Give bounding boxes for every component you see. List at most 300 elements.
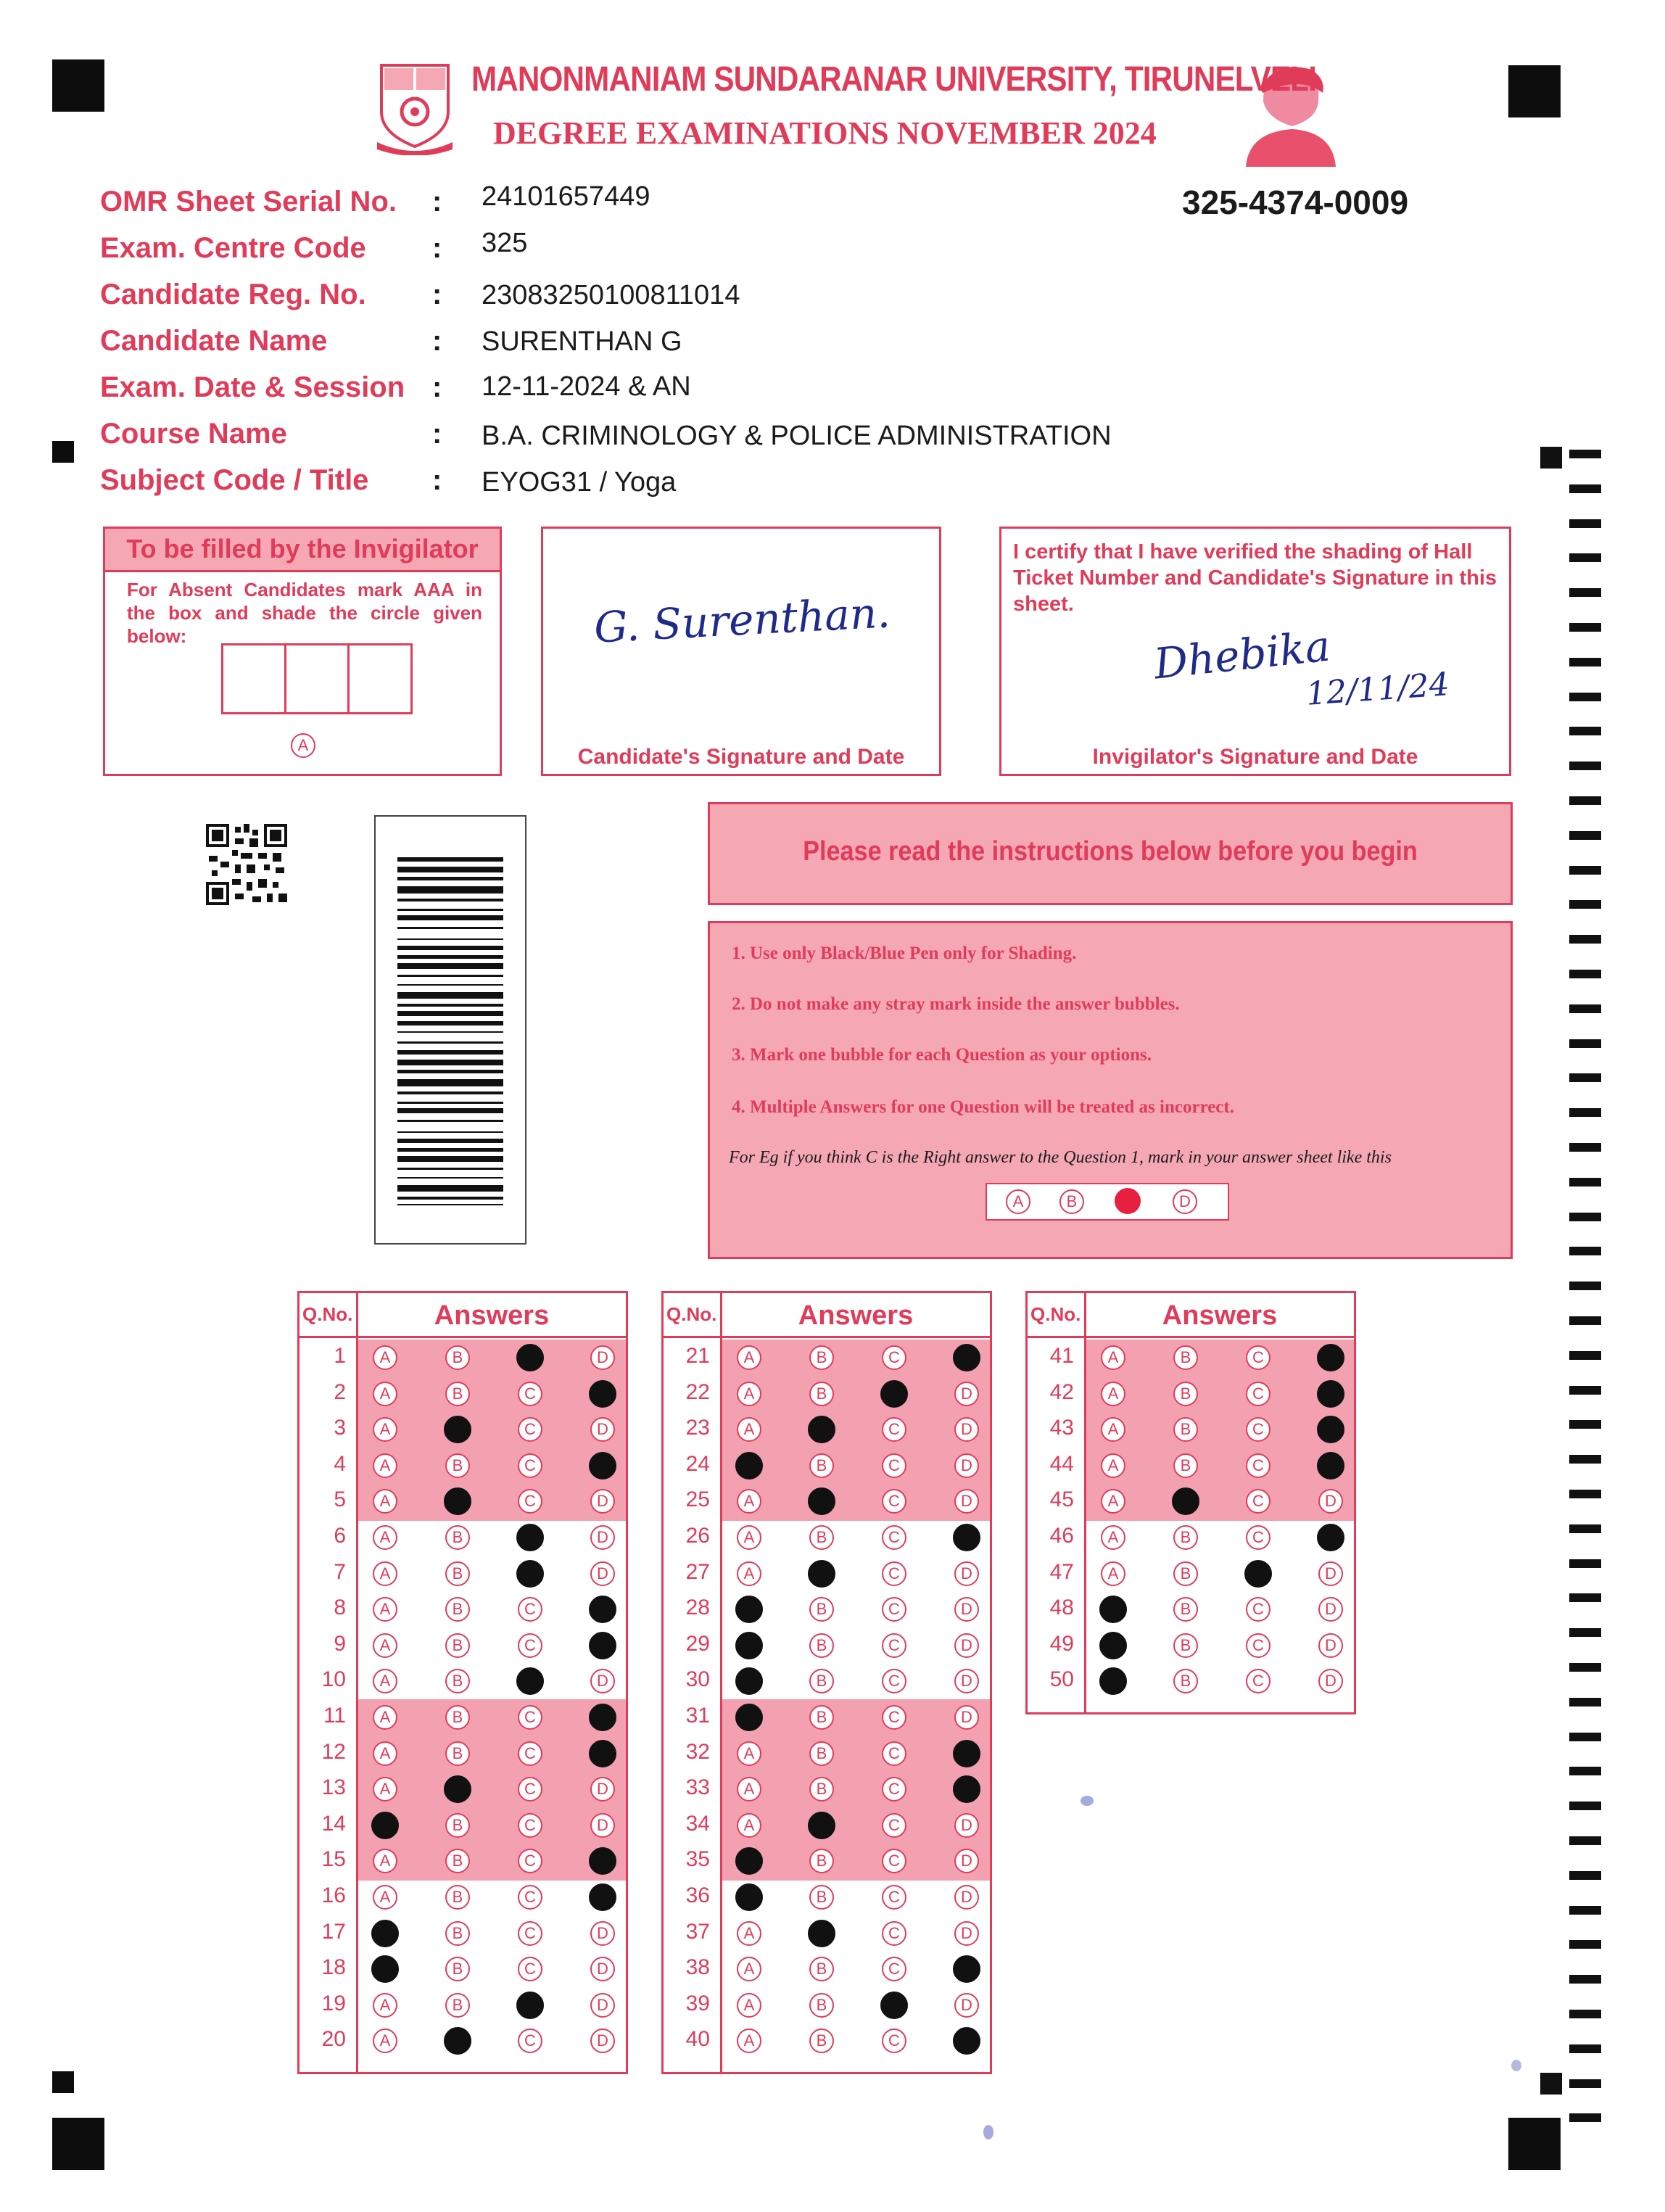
answer-bubble-38-b[interactable]: B [809, 1957, 834, 1981]
answer-bubble-31-b[interactable]: B [809, 1705, 834, 1730]
instruction-item: 3. Mark one bubble for each Question as your options. [732, 1045, 1152, 1065]
question-number: 49 [1049, 1632, 1074, 1656]
answer-bubble-10-c[interactable] [516, 1667, 544, 1695]
answer-bubble-31-d[interactable]: D [954, 1705, 979, 1730]
timing-mark [1569, 1108, 1601, 1117]
barcode-box [374, 815, 526, 1245]
barcode-icon [397, 857, 503, 1205]
answer-bubble-47-a[interactable]: A [1101, 1561, 1125, 1586]
answer-bubble-49-b[interactable]: B [1173, 1633, 1198, 1658]
answer-bubble-23-a[interactable]: A [737, 1417, 761, 1442]
ink-speck [1081, 1796, 1094, 1806]
answer-bubble-23-b[interactable] [808, 1416, 835, 1443]
answer-bubble-14-b[interactable]: B [445, 1813, 470, 1838]
answer-bubble-30-d[interactable]: D [954, 1669, 979, 1693]
answer-bubble-10-b[interactable]: B [445, 1669, 470, 1693]
field-colon: : [432, 325, 442, 357]
answer-bubble-48-b[interactable]: B [1173, 1597, 1198, 1622]
answer-bubble-26-a[interactable]: A [737, 1525, 761, 1550]
answer-bubble-42-c[interactable]: C [1246, 1382, 1271, 1406]
invigilator-box-title: To be filled by the Invigilator [105, 529, 500, 572]
answer-bubble-45-a[interactable]: A [1101, 1489, 1125, 1514]
answer-bubble-24-c[interactable]: C [882, 1453, 906, 1478]
answer-bubble-1-b[interactable]: B [445, 1345, 470, 1370]
timing-mark [1569, 2079, 1601, 2088]
timing-mark [1569, 1282, 1601, 1290]
absent-instruction: For Absent Candidates mark AAA in the box and shade the circle given below: [127, 579, 482, 647]
question-number: 24 [685, 1452, 710, 1476]
answer-bubble-12-c[interactable]: C [518, 1741, 542, 1766]
question-number: 37 [685, 1920, 710, 1944]
answer-bubble-45-b[interactable] [1172, 1487, 1199, 1515]
invigilator-signature-box [999, 527, 1511, 776]
answer-bubble-33-d[interactable] [953, 1775, 980, 1803]
answer-bubble-19-a[interactable]: A [373, 1993, 397, 2018]
timing-mark [1569, 1559, 1601, 1568]
question-number: 16 [321, 1883, 346, 1907]
answer-bubble-20-d[interactable]: D [590, 2029, 615, 2053]
answer-bubble-27-d[interactable]: D [954, 1561, 979, 1586]
answer-bubble-39-c[interactable] [880, 1992, 908, 2019]
answer-bubble-2-d[interactable] [589, 1380, 616, 1408]
absent-mark-box-2[interactable] [284, 643, 350, 714]
answer-bubble-39-b[interactable]: B [809, 1993, 834, 2018]
question-number: 46 [1049, 1524, 1074, 1548]
example-bubble-b: B [1059, 1189, 1084, 1214]
answer-bubble-12-b[interactable]: B [445, 1741, 470, 1766]
answer-bubble-26-b[interactable]: B [809, 1525, 834, 1550]
answer-bubble-21-b[interactable]: B [809, 1345, 834, 1370]
answer-bubble-22-d[interactable]: D [954, 1382, 979, 1406]
answer-bubble-17-b[interactable]: B [445, 1921, 470, 1946]
answer-bubble-50-b[interactable]: B [1173, 1669, 1198, 1693]
timing-mark [1569, 1039, 1601, 1048]
question-number: 33 [685, 1775, 710, 1799]
answer-bubble-14-c[interactable]: C [518, 1813, 542, 1838]
answer-bubble-13-b[interactable] [444, 1775, 471, 1803]
answer-bubble-44-a[interactable]: A [1101, 1453, 1125, 1478]
answer-bubble-21-d[interactable] [953, 1344, 980, 1371]
question-number: 8 [334, 1596, 346, 1619]
question-number: 23 [685, 1416, 710, 1440]
answer-bubble-10-a[interactable]: A [373, 1669, 397, 1693]
answer-bubble-34-a[interactable]: A [737, 1813, 761, 1838]
exam-title: DEGREE EXAMINATIONS NOVEMBER 2024 [493, 115, 1157, 151]
question-number: 6 [334, 1524, 346, 1548]
answer-bubble-35-a[interactable] [735, 1847, 763, 1875]
answer-bubble-44-c[interactable]: C [1246, 1453, 1271, 1478]
answer-bubble-8-b[interactable]: B [445, 1597, 470, 1622]
timing-mark [1569, 970, 1601, 978]
timing-mark [1569, 1906, 1601, 1915]
answer-grid [1025, 1291, 1356, 1714]
answer-bubble-32-b[interactable]: B [809, 1741, 834, 1766]
answer-bubble-17-c[interactable]: C [518, 1921, 542, 1946]
field-value: EYOG31 / Yoga [482, 467, 677, 498]
question-number: 35 [685, 1847, 710, 1871]
answer-bubble-48-c[interactable]: C [1246, 1597, 1271, 1622]
timing-mark [1569, 1386, 1601, 1395]
answer-bubble-13-d[interactable]: D [590, 1777, 615, 1802]
answer-bubble-15-c[interactable]: C [518, 1849, 542, 1873]
question-number: 47 [1049, 1560, 1074, 1584]
answer-bubble-15-d[interactable] [589, 1847, 616, 1875]
answer-bubble-50-c[interactable]: C [1246, 1669, 1271, 1693]
answer-bubble-48-d[interactable]: D [1318, 1597, 1343, 1622]
answer-bubble-20-c[interactable]: C [518, 2029, 542, 2053]
answer-bubble-14-a[interactable] [371, 1812, 399, 1839]
answer-bubble-45-d[interactable]: D [1318, 1489, 1343, 1514]
timing-mark [1569, 553, 1601, 562]
answer-bubble-2-a[interactable]: A [373, 1382, 397, 1406]
answer-bubble-30-a[interactable] [735, 1667, 763, 1695]
absent-bubble[interactable]: A [291, 733, 315, 758]
answer-bubble-36-a[interactable] [735, 1883, 763, 1911]
answer-bubble-4-c[interactable]: C [518, 1453, 542, 1478]
answer-bubble-36-b[interactable]: B [809, 1885, 834, 1910]
answer-bubble-18-b[interactable]: B [445, 1957, 470, 1981]
answer-bubble-43-d[interactable] [1317, 1416, 1344, 1443]
field-label: Subject Code / Title [100, 464, 369, 496]
answer-bubble-11-c[interactable]: C [518, 1705, 542, 1730]
answer-bubble-18-c[interactable]: C [518, 1957, 542, 1981]
answer-bubble-25-b[interactable] [808, 1487, 835, 1515]
answer-bubble-32-c[interactable]: C [882, 1741, 906, 1766]
answer-bubble-3-c[interactable]: C [518, 1417, 542, 1442]
question-number: 12 [321, 1740, 346, 1764]
answer-bubble-21-c[interactable]: C [882, 1345, 906, 1370]
timing-mark [1569, 1663, 1601, 1672]
university-name: MANONMANIAM SUNDARANAR UNIVERSITY, TIRUNELVELI [471, 60, 1316, 99]
answer-bubble-37-b[interactable] [808, 1920, 835, 1947]
answer-bubble-29-a[interactable] [735, 1632, 763, 1659]
answers-label: Answers [798, 1300, 914, 1331]
answer-bubble-2-b[interactable]: B [445, 1382, 470, 1406]
answer-bubble-30-c[interactable]: C [882, 1669, 906, 1693]
question-number: 21 [685, 1344, 710, 1368]
timing-mark [1569, 1836, 1601, 1845]
timing-mark [1569, 623, 1601, 632]
answer-bubble-11-d[interactable] [589, 1704, 616, 1731]
answer-bubble-46-b[interactable]: B [1173, 1525, 1198, 1550]
answer-bubble-28-c[interactable]: C [882, 1597, 906, 1622]
answer-bubble-27-b[interactable] [808, 1560, 835, 1588]
question-number: 14 [321, 1812, 346, 1836]
timing-mark [1569, 450, 1601, 458]
answer-bubble-49-c[interactable]: C [1246, 1633, 1271, 1658]
timing-mark [1569, 1802, 1601, 1810]
answer-bubble-14-d[interactable]: D [590, 1813, 615, 1838]
answer-bubble-36-c[interactable]: C [882, 1885, 906, 1910]
answer-bubble-24-a[interactable] [735, 1452, 763, 1480]
answer-bubble-41-d[interactable] [1317, 1344, 1344, 1371]
question-number: 38 [685, 1955, 710, 1979]
answer-bubble-29-c[interactable]: C [882, 1633, 906, 1658]
answer-bubble-23-d[interactable]: D [954, 1417, 979, 1442]
answer-bubble-3-a[interactable]: A [373, 1417, 397, 1442]
question-number: 50 [1049, 1667, 1074, 1691]
timing-mark [1569, 935, 1601, 944]
answer-bubble-48-a[interactable] [1099, 1596, 1127, 1623]
answer-bubble-38-a[interactable]: A [737, 1957, 761, 1981]
answer-bubble-44-b[interactable]: B [1173, 1453, 1198, 1478]
timing-mark [1569, 484, 1601, 493]
answer-bubble-12-d[interactable] [589, 1740, 616, 1767]
answer-bubble-40-c[interactable]: C [882, 2029, 906, 2053]
university-logo-icon [374, 61, 455, 155]
answer-bubble-31-c[interactable]: C [882, 1705, 906, 1730]
answer-bubble-13-c[interactable]: C [518, 1777, 542, 1802]
answer-bubble-42-b[interactable]: B [1173, 1382, 1198, 1406]
answer-bubble-46-c[interactable]: C [1246, 1525, 1271, 1550]
field-label: Candidate Reg. No. [100, 278, 366, 310]
timing-mark [1569, 693, 1601, 701]
answer-bubble-24-d[interactable]: D [954, 1453, 979, 1478]
question-number: 17 [321, 1920, 346, 1944]
answer-bubble-36-d[interactable]: D [954, 1885, 979, 1910]
field-colon: : [432, 278, 442, 310]
answers-label: Answers [1162, 1300, 1278, 1331]
answer-bubble-16-c[interactable]: C [518, 1885, 542, 1910]
shaded-band [1086, 1340, 1354, 1521]
field-value: 23083250100811014 [482, 280, 740, 310]
answer-bubble-7-c[interactable] [516, 1560, 544, 1588]
answer-bubble-11-b[interactable]: B [445, 1705, 470, 1730]
answer-bubble-35-d[interactable]: D [954, 1849, 979, 1873]
answer-bubble-33-b[interactable]: B [809, 1777, 834, 1802]
answer-bubble-28-a[interactable] [735, 1596, 763, 1623]
timing-mark [1569, 1143, 1601, 1152]
answer-bubble-38-c[interactable]: C [882, 1957, 906, 1981]
answer-bubble-40-b[interactable]: B [809, 2029, 834, 2053]
ink-speck [1511, 2060, 1521, 2071]
question-number: 43 [1049, 1416, 1074, 1440]
answer-bubble-25-a[interactable]: A [737, 1489, 761, 1514]
answer-bubble-4-d[interactable] [589, 1452, 616, 1480]
answer-bubble-50-d[interactable]: D [1318, 1669, 1343, 1693]
answer-bubble-16-a[interactable]: A [373, 1885, 397, 1910]
answer-bubble-40-a[interactable]: A [737, 2029, 761, 2053]
answer-bubble-39-a[interactable]: A [737, 1993, 761, 2018]
field-value: 24101657449 [482, 181, 650, 212]
timing-mark [1569, 1975, 1601, 1984]
question-number: 29 [685, 1632, 710, 1656]
timing-mark [1569, 1490, 1601, 1498]
answer-bubble-1-c[interactable] [516, 1344, 544, 1371]
answer-bubble-32-d[interactable] [953, 1740, 980, 1767]
answer-bubble-40-d[interactable] [953, 2027, 980, 2055]
answer-bubble-18-d[interactable]: D [590, 1957, 615, 1981]
answer-bubble-25-d[interactable]: D [954, 1489, 979, 1514]
answer-grid-header [1028, 1293, 1354, 1338]
question-number: 31 [685, 1704, 710, 1728]
question-number: 19 [321, 1992, 346, 2015]
corner-mark-bottom-left-small [52, 2071, 74, 2093]
answer-bubble-13-a[interactable]: A [373, 1777, 397, 1802]
answer-bubble-6-b[interactable]: B [445, 1525, 470, 1550]
answer-bubble-28-d[interactable]: D [954, 1597, 979, 1622]
answer-bubble-9-a[interactable]: A [373, 1633, 397, 1658]
answer-bubble-8-a[interactable]: A [373, 1597, 397, 1622]
answer-bubble-24-b[interactable]: B [809, 1453, 834, 1478]
answer-bubble-42-d[interactable] [1317, 1380, 1344, 1408]
answer-bubble-37-d[interactable]: D [954, 1921, 979, 1946]
field-colon: : [432, 371, 442, 403]
field-value: B.A. CRIMINOLOGY & POLICE ADMINISTRATION [482, 421, 1112, 451]
shaded-band [722, 1699, 990, 1881]
answer-bubble-32-a[interactable]: A [737, 1741, 761, 1766]
question-number: 20 [321, 2027, 346, 2051]
answer-bubble-6-c[interactable] [516, 1524, 544, 1551]
answer-bubble-34-d[interactable]: D [954, 1813, 979, 1838]
answer-bubble-1-d[interactable]: D [590, 1345, 615, 1370]
answer-bubble-15-b[interactable]: B [445, 1849, 470, 1873]
answer-bubble-19-c[interactable] [516, 1992, 544, 2019]
answer-bubble-12-a[interactable]: A [373, 1741, 397, 1766]
answer-bubble-5-a[interactable]: A [373, 1489, 397, 1514]
side-mark-left [52, 441, 74, 463]
answer-bubble-7-b[interactable]: B [445, 1561, 470, 1586]
answer-bubble-29-d[interactable]: D [954, 1633, 979, 1658]
question-number: 3 [334, 1416, 346, 1440]
question-number: 32 [685, 1740, 710, 1764]
answer-bubble-26-d[interactable] [953, 1524, 980, 1551]
answer-bubble-22-c[interactable] [880, 1380, 908, 1408]
answer-bubble-16-b[interactable]: B [445, 1885, 470, 1910]
answer-bubble-7-d[interactable]: D [590, 1561, 615, 1586]
answer-bubble-3-d[interactable]: D [590, 1417, 615, 1442]
answer-bubble-18-a[interactable] [371, 1955, 399, 1983]
question-number: 11 [323, 1704, 346, 1728]
answer-bubble-5-b[interactable] [444, 1487, 471, 1515]
timing-mark [1569, 1871, 1601, 1880]
question-number: 27 [685, 1560, 710, 1584]
answer-bubble-10-d[interactable]: D [590, 1669, 615, 1693]
answer-bubble-43-c[interactable]: C [1246, 1417, 1271, 1442]
answer-bubble-46-a[interactable]: A [1101, 1525, 1125, 1550]
answer-grid [661, 1291, 992, 2074]
answer-bubble-8-c[interactable]: C [518, 1597, 542, 1622]
answer-bubble-9-c[interactable]: C [518, 1633, 542, 1658]
field-label: OMR Sheet Serial No. [100, 186, 397, 218]
timing-mark [1569, 900, 1601, 909]
answer-bubble-11-a[interactable]: A [373, 1705, 397, 1730]
timing-mark [1569, 1213, 1601, 1221]
answer-bubble-41-b[interactable]: B [1173, 1345, 1198, 1370]
instructions-heading: Please read the instructions below before you begin [803, 836, 1418, 867]
answer-bubble-37-a[interactable]: A [737, 1921, 761, 1946]
answer-bubble-20-a[interactable]: A [373, 2029, 397, 2053]
example-bubble-d: D [1173, 1189, 1197, 1214]
answer-bubble-44-d[interactable] [1317, 1452, 1344, 1480]
answer-bubble-42-a[interactable]: A [1101, 1382, 1125, 1406]
answer-bubble-49-a[interactable] [1099, 1632, 1127, 1659]
answer-bubble-5-d[interactable]: D [590, 1489, 615, 1514]
answer-bubble-16-d[interactable] [589, 1883, 616, 1911]
answer-bubble-1-a[interactable]: A [373, 1345, 397, 1370]
answer-bubble-6-a[interactable]: A [373, 1525, 397, 1550]
absent-mark-box-1[interactable] [221, 643, 286, 714]
answer-bubble-47-d[interactable]: D [1318, 1561, 1343, 1586]
answer-bubble-30-b[interactable]: B [809, 1669, 834, 1693]
answer-bubble-5-c[interactable]: C [518, 1489, 542, 1514]
answer-bubble-20-b[interactable] [444, 2027, 471, 2055]
answer-bubble-2-c[interactable]: C [518, 1382, 542, 1406]
qno-label: Q.No. [1030, 1303, 1081, 1325]
answers-label: Answers [434, 1300, 550, 1331]
answer-bubble-22-b[interactable]: B [809, 1382, 834, 1406]
answer-bubble-19-d[interactable]: D [590, 1993, 615, 2018]
timing-mark [1569, 796, 1601, 805]
answer-bubble-31-a[interactable] [735, 1704, 763, 1731]
answer-bubble-49-d[interactable]: D [1318, 1633, 1343, 1658]
answer-bubble-15-a[interactable]: A [373, 1849, 397, 1873]
timing-mark [1569, 727, 1601, 735]
answer-bubble-19-b[interactable]: B [445, 1993, 470, 2018]
answer-bubble-50-a[interactable] [1099, 1667, 1127, 1695]
answer-bubble-27-a[interactable]: A [737, 1561, 761, 1586]
answer-bubble-23-c[interactable]: C [882, 1417, 906, 1442]
answer-bubble-45-c[interactable]: C [1246, 1489, 1271, 1514]
answer-bubble-39-d[interactable]: D [954, 1993, 979, 2018]
answer-bubble-27-c[interactable]: C [882, 1561, 906, 1586]
answer-bubble-4-b[interactable]: B [445, 1453, 470, 1478]
question-number: 22 [685, 1380, 710, 1404]
timing-mark [1569, 762, 1601, 770]
answer-bubble-8-d[interactable] [589, 1596, 616, 1623]
answer-bubble-33-c[interactable]: C [882, 1777, 906, 1802]
answer-bubble-43-b[interactable]: B [1173, 1417, 1198, 1442]
question-number: 30 [685, 1667, 710, 1691]
question-number: 44 [1049, 1452, 1074, 1476]
answer-bubble-43-a[interactable]: A [1101, 1417, 1125, 1442]
answer-bubble-6-d[interactable]: D [590, 1525, 615, 1550]
answer-bubble-33-a[interactable]: A [737, 1777, 761, 1802]
answer-bubble-46-d[interactable] [1317, 1524, 1344, 1551]
shaded-band [722, 1340, 990, 1521]
answer-bubble-47-b[interactable]: B [1173, 1561, 1198, 1586]
timing-mark [1569, 658, 1601, 667]
answer-bubble-7-a[interactable]: A [373, 1561, 397, 1586]
answer-bubble-17-a[interactable] [371, 1920, 399, 1947]
question-number: 25 [685, 1487, 710, 1511]
answer-bubble-22-a[interactable]: A [737, 1382, 761, 1406]
answer-bubble-3-b[interactable] [444, 1416, 471, 1443]
answer-bubble-34-b[interactable] [808, 1812, 835, 1839]
answer-bubble-41-c[interactable]: C [1246, 1345, 1271, 1370]
answer-bubble-37-c[interactable]: C [882, 1921, 906, 1946]
answer-bubble-9-d[interactable] [589, 1632, 616, 1659]
answer-bubble-28-b[interactable]: B [809, 1597, 834, 1622]
answer-bubble-34-c[interactable]: C [882, 1813, 906, 1838]
answer-bubble-9-b[interactable]: B [445, 1633, 470, 1658]
answer-bubble-35-b[interactable]: B [809, 1849, 834, 1873]
answer-bubble-29-b[interactable]: B [809, 1633, 834, 1658]
answer-bubble-47-c[interactable] [1244, 1560, 1272, 1588]
answer-bubble-38-d[interactable] [953, 1955, 980, 1983]
answer-bubble-17-d[interactable]: D [590, 1921, 615, 1946]
instructions-header-box [708, 802, 1513, 905]
answer-bubble-35-c[interactable]: C [882, 1849, 906, 1873]
field-colon: : [432, 464, 442, 496]
answer-bubble-4-a[interactable]: A [373, 1453, 397, 1478]
answer-bubble-25-c[interactable]: C [882, 1489, 906, 1514]
answer-bubble-41-a[interactable]: A [1101, 1345, 1125, 1370]
absent-mark-box-3[interactable] [347, 643, 413, 714]
timing-mark [1569, 2010, 1601, 2018]
answer-bubble-21-a[interactable]: A [737, 1345, 761, 1370]
answer-bubble-26-c[interactable]: C [882, 1525, 906, 1550]
